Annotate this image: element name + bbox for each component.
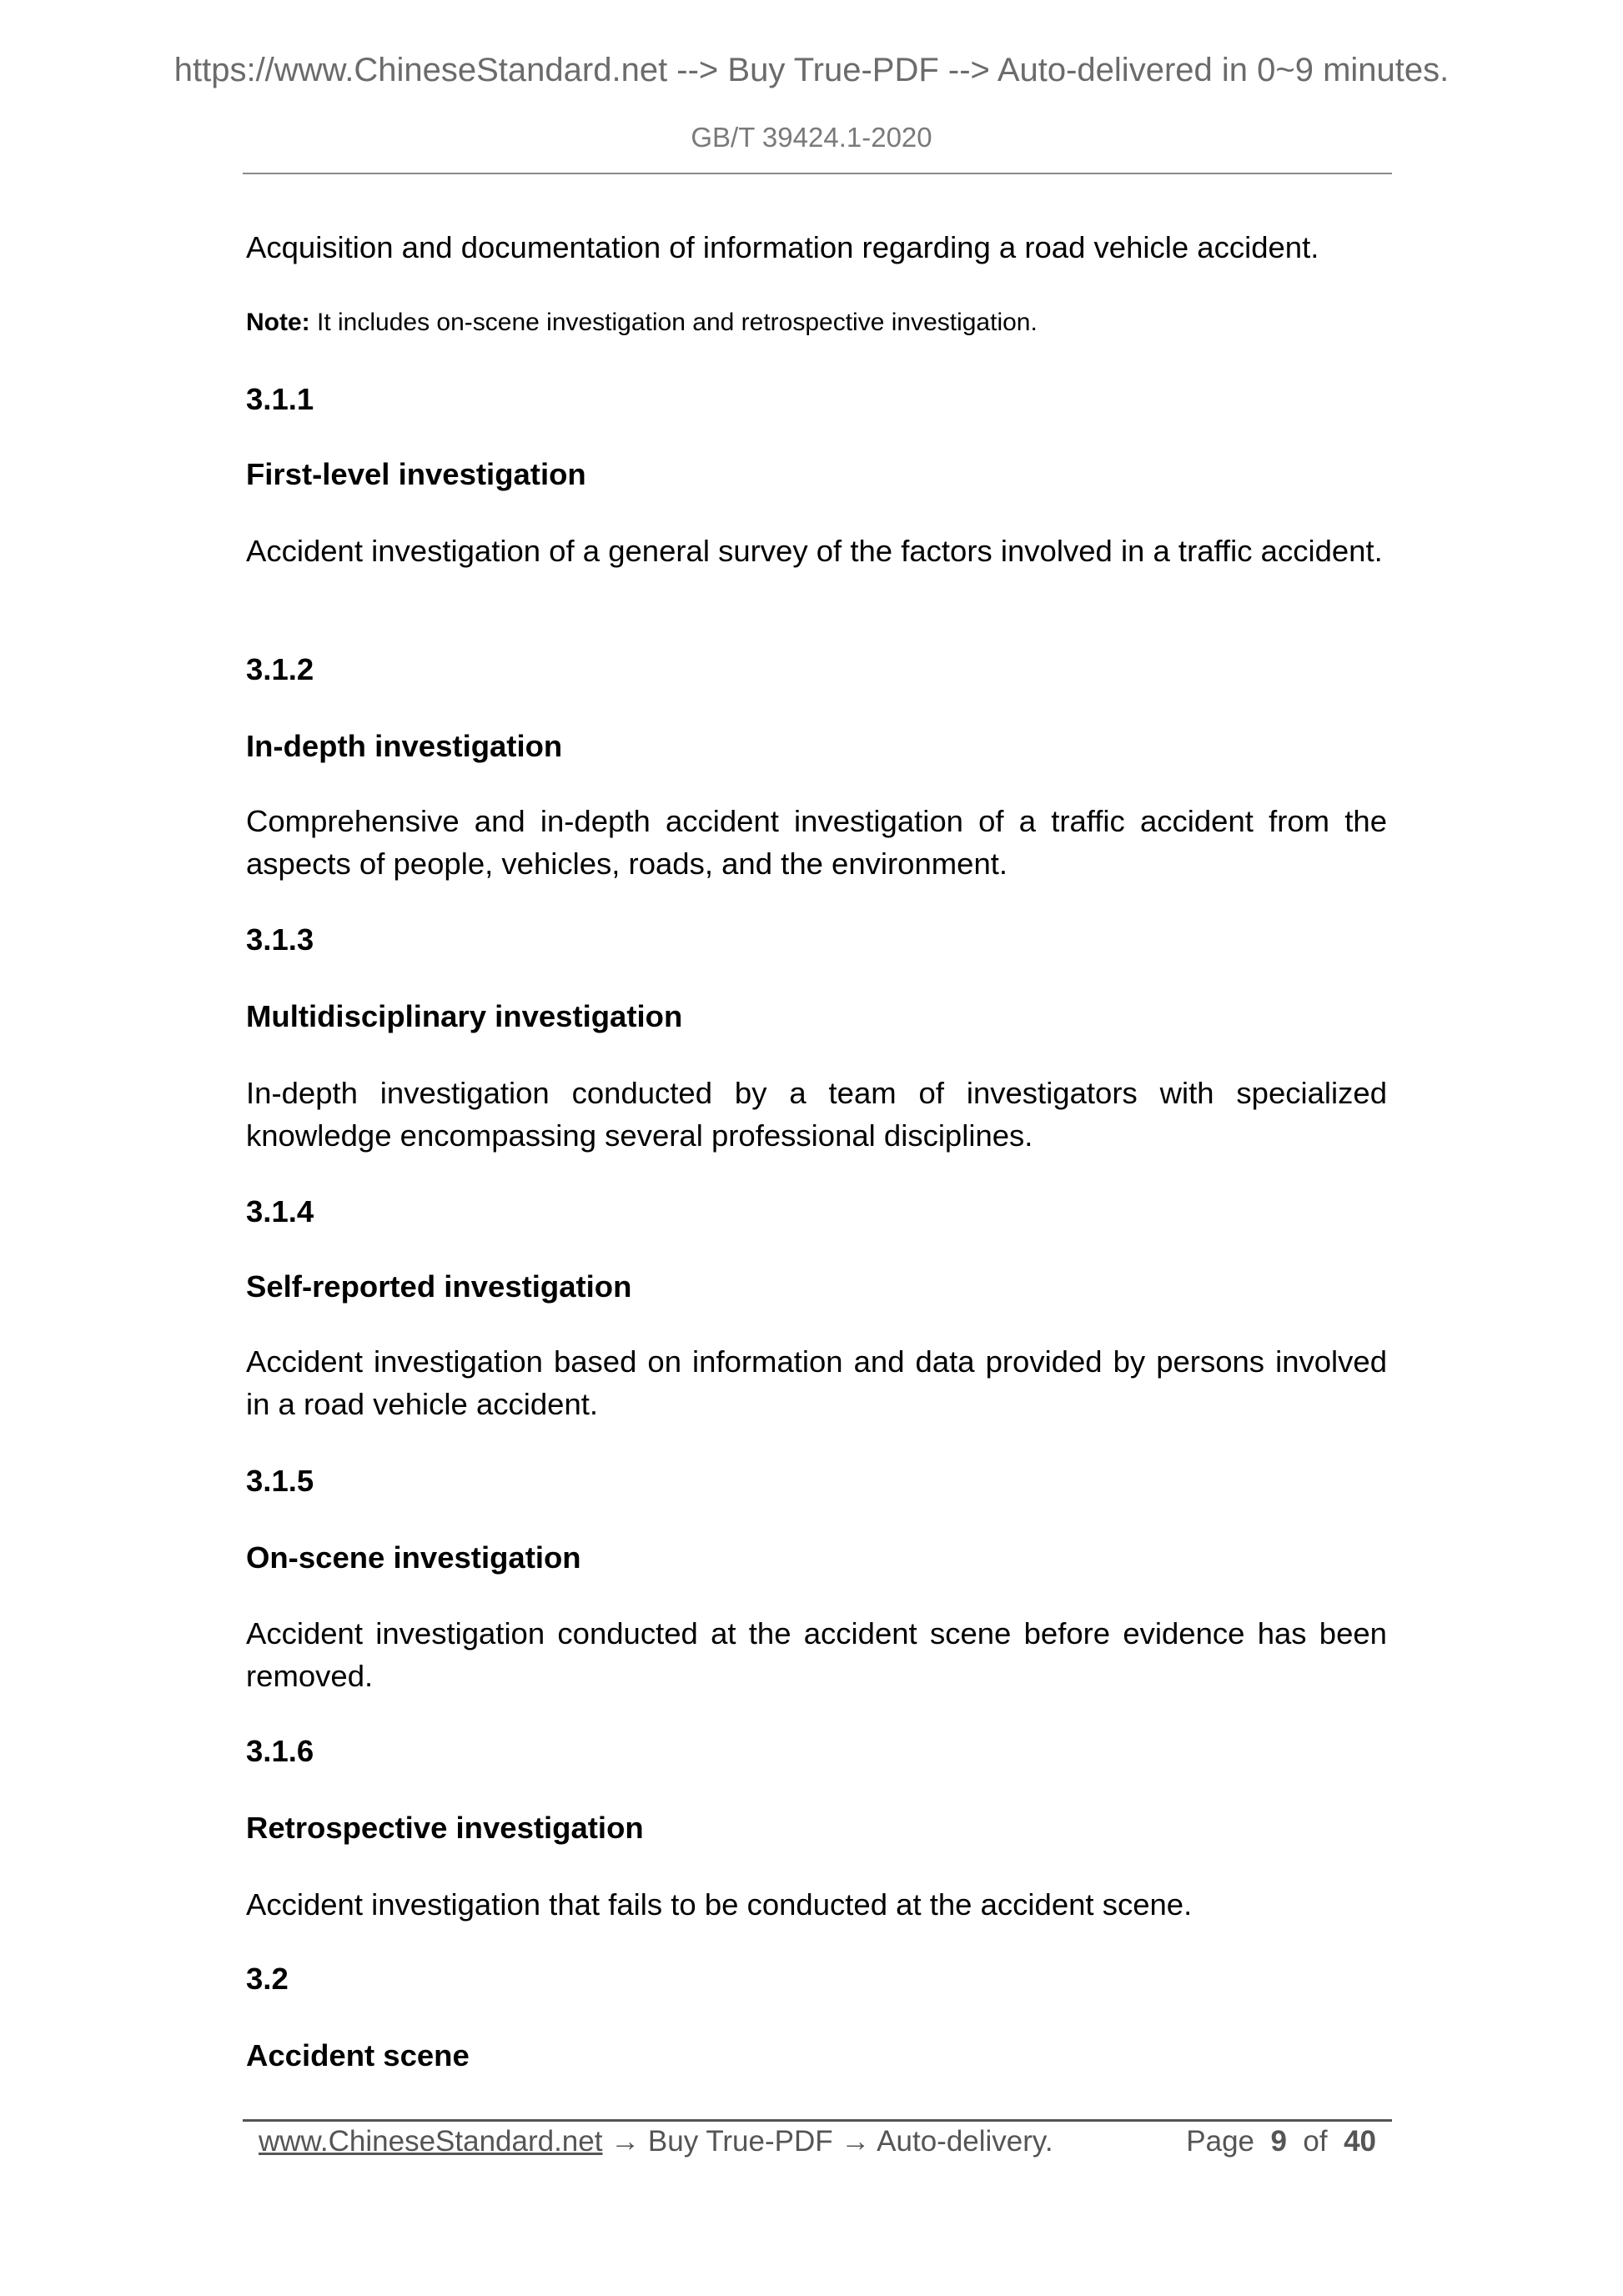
page-label: Page bbox=[1186, 2125, 1255, 2158]
footer bbox=[259, 2123, 1376, 2160]
entry-term: First-level investigation bbox=[246, 457, 586, 491]
note-text: It includes on-scene investigation and retrospective investigation. bbox=[309, 309, 1038, 336]
footer-divider bbox=[243, 2119, 1392, 2122]
entry-definition: Accident investigation based on information and data provided by persons involved in a road vehicle accident. bbox=[246, 1344, 1387, 1421]
page-number: 9 bbox=[1270, 2125, 1287, 2158]
of-label: of bbox=[1303, 2125, 1328, 2158]
entry-number: 3.1.1 bbox=[246, 382, 314, 416]
entry-term: Accident scene bbox=[246, 2038, 470, 2072]
page-total: 40 bbox=[1344, 2125, 1376, 2158]
entry-term: Self-reported investigation bbox=[246, 1269, 632, 1304]
entry-number: 3.1.3 bbox=[246, 922, 314, 957]
entry-definition: In-depth investigation conducted by a team of investigators with specialized knowledge encompassing several professional disciplines. bbox=[246, 1076, 1387, 1153]
footer-text: → Buy True-PDF → Auto-delivery. bbox=[602, 2125, 1053, 2158]
entry-number: 3.1.6 bbox=[246, 1734, 314, 1768]
entry-definition: Accident investigation that fails to be conducted at the accident scene. bbox=[246, 1887, 1193, 1922]
note-label: Note: bbox=[246, 309, 310, 336]
entry-definition: Comprehensive and in-depth accident investigation of a traffic accident from the aspects of people, vehicles, roads, and the environment. bbox=[246, 804, 1387, 881]
entry-term: On-scene investigation bbox=[246, 1540, 581, 1575]
entry-term: Multidisciplinary investigation bbox=[246, 999, 683, 1033]
entry-definition: Accident investigation conducted at the accident scene before evidence has been removed. bbox=[246, 1616, 1387, 1693]
entry-number: 3.1.4 bbox=[246, 1194, 314, 1228]
footer-link[interactable]: www.ChineseStandard.net bbox=[259, 2125, 603, 2158]
entry-term: Retrospective investigation bbox=[246, 1811, 644, 1845]
intro-paragraph: Acquisition and documentation of information regarding a road vehicle accident. bbox=[246, 230, 1319, 264]
entry-number: 3.2 bbox=[246, 1962, 289, 1996]
page-indicator bbox=[1186, 2123, 1376, 2160]
top-banner: https://www.ChineseStandard.net --> Buy True-PDF --> Auto-delivered in 0~9 minutes. bbox=[173, 52, 1450, 88]
entry-number: 3.1.2 bbox=[246, 652, 314, 686]
standard-code: GB/T 39424.1-2020 bbox=[691, 122, 932, 153]
entry-number: 3.1.5 bbox=[246, 1464, 314, 1498]
header-divider bbox=[243, 173, 1392, 174]
entry-definition: Accident investigation of a general survey of the factors involved in a traffic accident. bbox=[246, 534, 1383, 568]
note bbox=[246, 301, 1387, 344]
entry-term: In-depth investigation bbox=[246, 729, 563, 763]
